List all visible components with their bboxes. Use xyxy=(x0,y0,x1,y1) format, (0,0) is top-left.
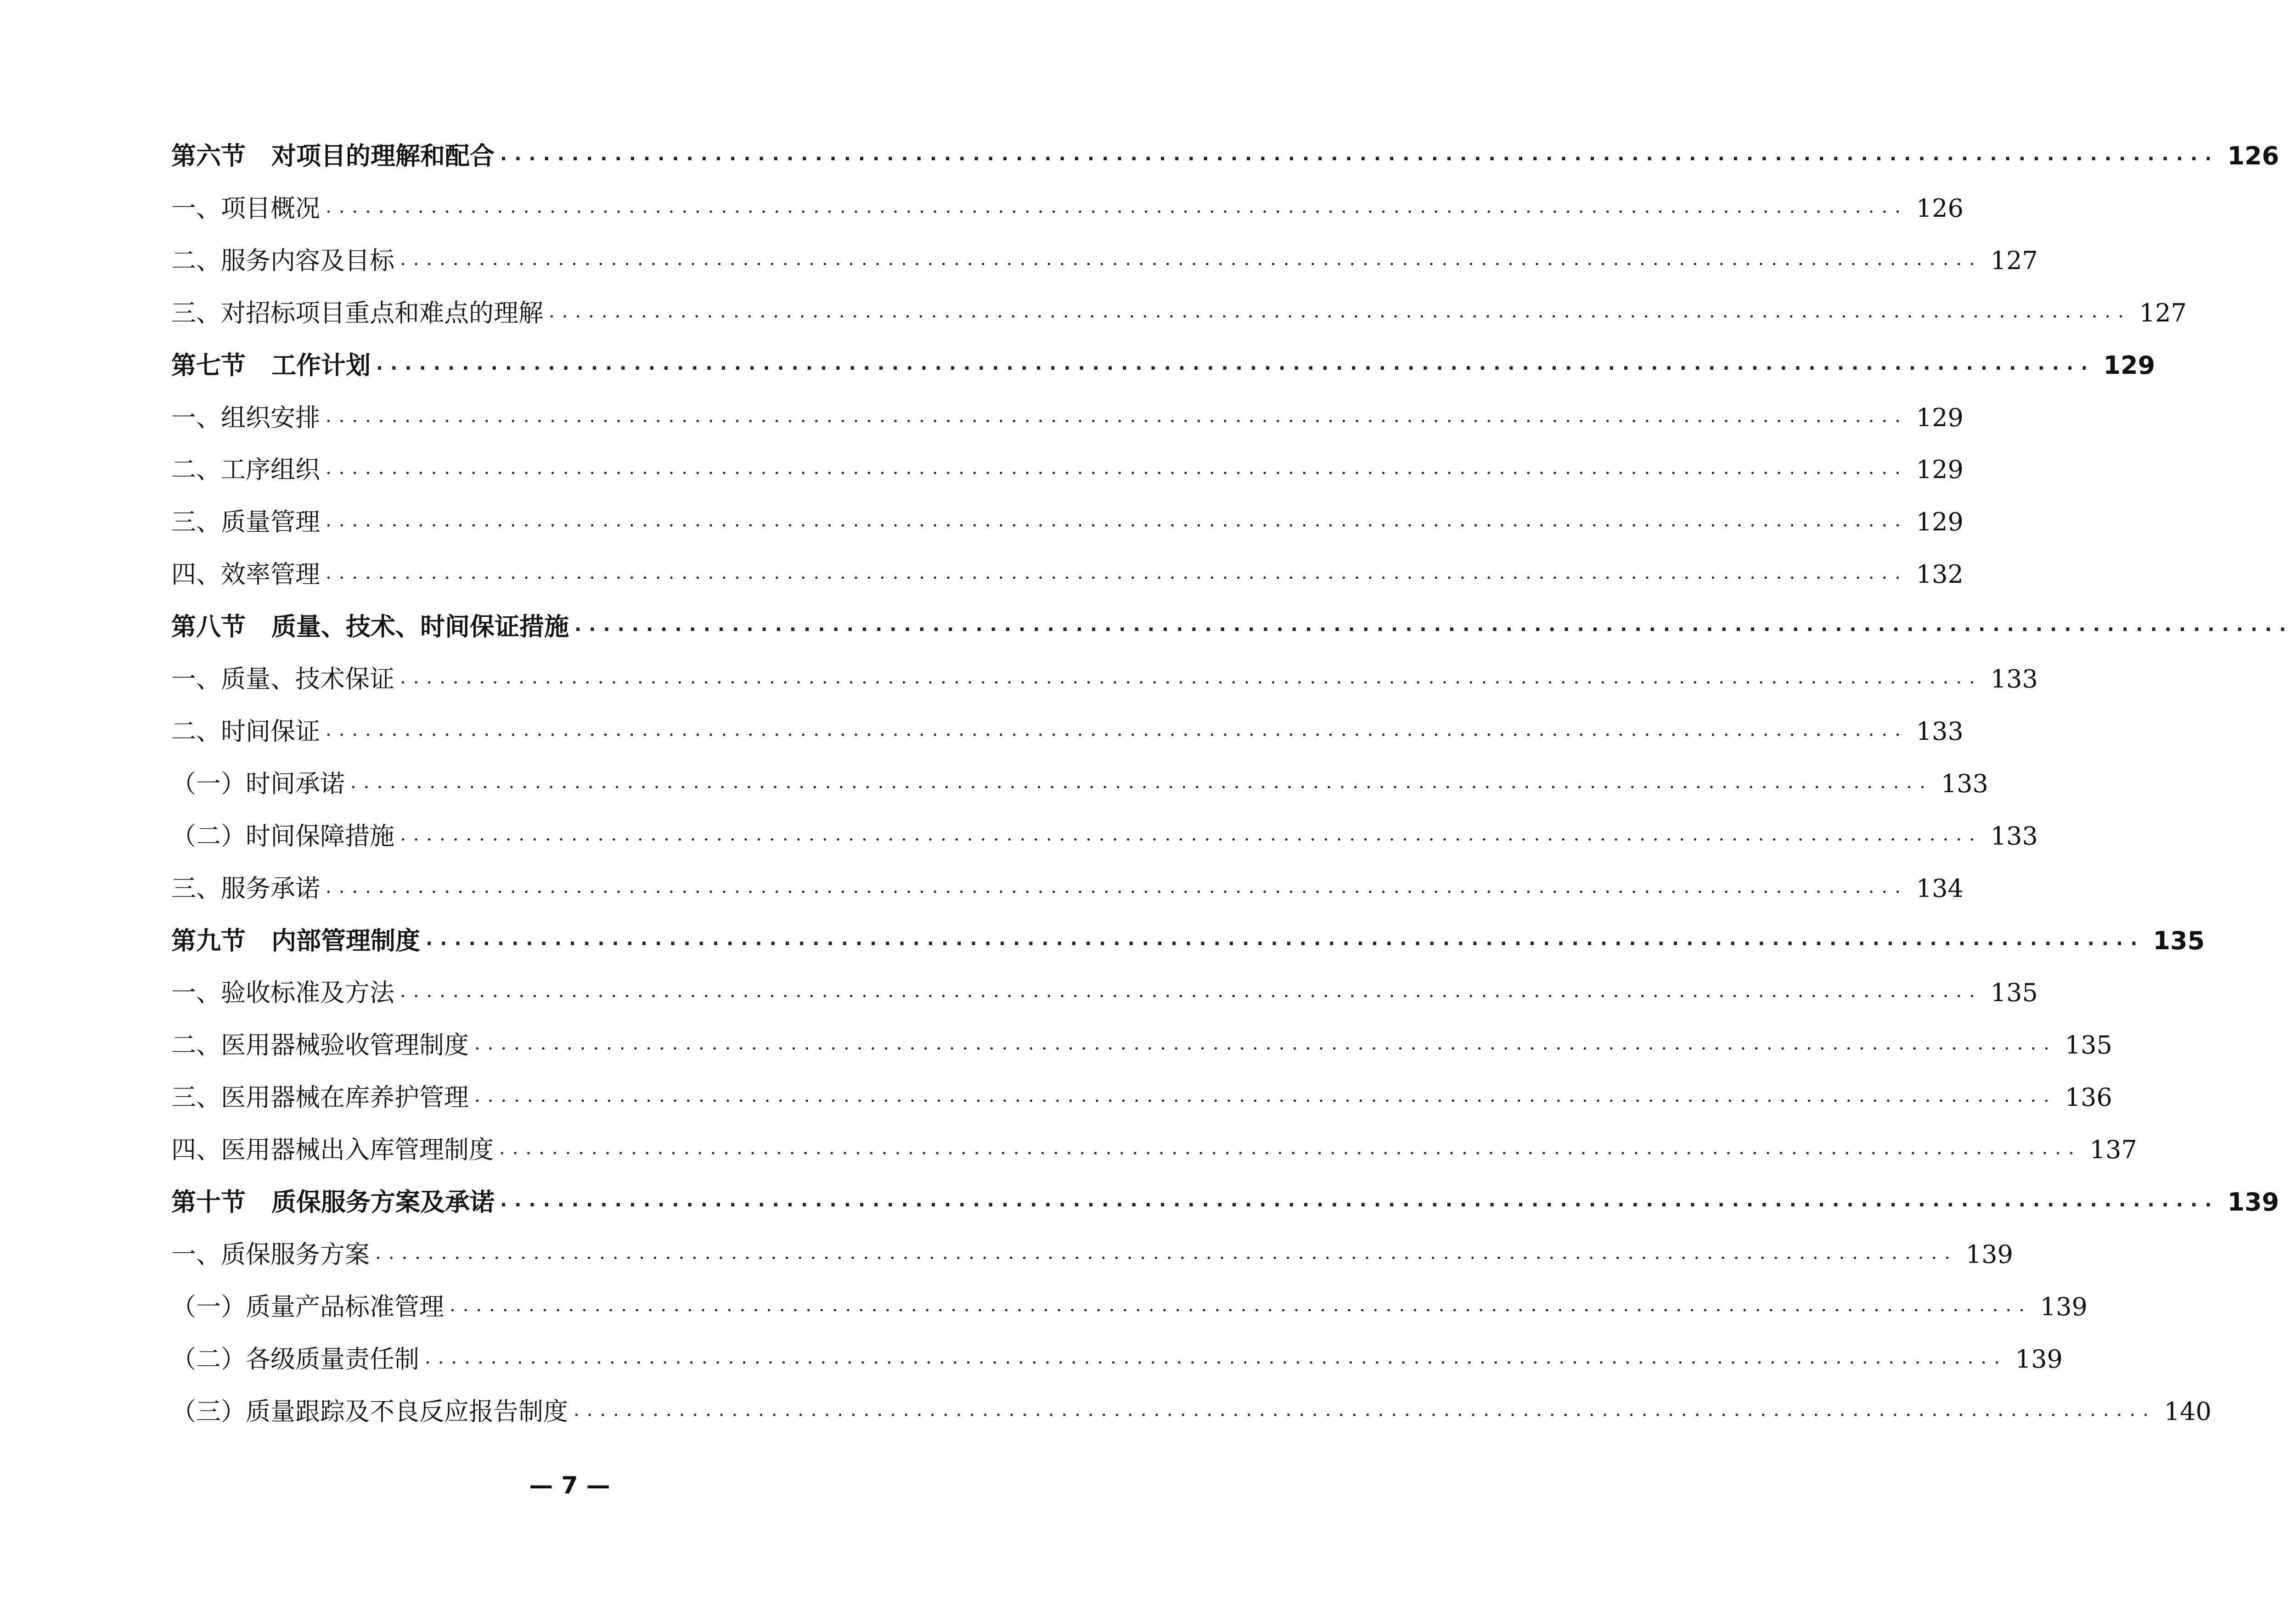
toc-entry-text: 二、时间保证 xyxy=(171,716,320,746)
toc-leader-dots: ........................................................................................................................ xyxy=(549,300,2131,322)
toc-entry-text: 一、组织安排 xyxy=(171,403,320,432)
toc-entry-text: 二、医用器械验收管理制度 xyxy=(171,1031,469,1060)
page-number: — 7 — xyxy=(529,1472,610,1499)
toc-entry[interactable] xyxy=(171,661,2038,698)
toc-page-number: 134 xyxy=(1916,873,1964,903)
toc-entry-title xyxy=(171,1289,444,1325)
toc-entry-text: 一、质量、技术保证 xyxy=(171,665,394,693)
toc-leader-dots: ........................................................................................................................ xyxy=(426,928,2145,950)
toc-entry-text: 对项目的理解和配合 xyxy=(271,141,495,170)
toc-page-number: 133 xyxy=(1990,665,2038,693)
toc-page-number: 129 xyxy=(1916,403,1964,432)
toc-section-entry[interactable] xyxy=(171,608,2294,645)
toc-entry-title xyxy=(171,295,543,332)
toc-entry[interactable] xyxy=(171,1027,2112,1064)
toc-section-number: 第八节 xyxy=(171,612,246,642)
toc-leader-dots: ........................................................................................................................ xyxy=(400,667,1982,688)
toc-page-number: 129 xyxy=(2103,350,2155,380)
toc-entry-title xyxy=(171,766,345,802)
toc-leader-dots: ........................................................................................................................ xyxy=(474,1085,2057,1107)
toc-entry-text: 质保服务方案及承诺 xyxy=(271,1188,495,1217)
toc-leader-dots: ........................................................................................................................ xyxy=(326,719,1908,740)
toc-section-entry[interactable] xyxy=(171,923,2205,959)
toc-leader-dots: ........................................................................................................................ xyxy=(425,1346,2007,1368)
toc-entry-title xyxy=(171,451,320,488)
toc-leader-dots: ........................................................................................................................ xyxy=(326,196,1908,217)
toc-leader-dots: ........................................................................................................................ xyxy=(376,353,2095,374)
toc-page-number: 139 xyxy=(2040,1292,2088,1321)
toc-entry-title xyxy=(171,1341,419,1378)
toc-leader-dots: ........................................................................................................................ xyxy=(350,771,1933,793)
toc-entry[interactable] xyxy=(171,556,1964,593)
toc-entry[interactable] xyxy=(171,1341,2063,1378)
toc-entry[interactable] xyxy=(171,713,1964,750)
toc-leader-dots: ........................................................................................................................ xyxy=(326,562,1908,584)
toc-leader-dots: ........................................................................................................................ xyxy=(574,614,2294,636)
toc-entry[interactable] xyxy=(171,190,1964,227)
toc-page-number: 133 xyxy=(1916,716,1964,746)
toc-entry[interactable] xyxy=(171,1236,2013,1273)
toc-page-number: 140 xyxy=(2164,1397,2212,1426)
toc-leader-dots: ........................................................................................................................ xyxy=(326,405,1908,427)
toc-entry-title xyxy=(171,870,320,907)
toc-entry-text: 工作计划 xyxy=(271,350,371,380)
toc-leader-dots: ........................................................................................................................ xyxy=(326,457,1908,479)
toc-leader-dots: ........................................................................................................................ xyxy=(400,980,1982,1002)
toc-entry[interactable] xyxy=(171,974,2038,1011)
toc-entry-title xyxy=(171,400,320,436)
toc-section-number: 第九节 xyxy=(171,926,246,955)
toc-entry[interactable] xyxy=(171,1289,2088,1325)
toc-page-number: 126 xyxy=(1916,193,1964,223)
toc-leader-dots: ........................................................................................................................ xyxy=(400,823,1982,845)
toc-page-number: 139 xyxy=(1965,1239,2013,1269)
toc-entry-title xyxy=(171,1079,469,1116)
toc-leader-dots: ........................................................................................................................ xyxy=(500,1190,2219,1211)
toc-entry[interactable] xyxy=(171,295,2187,332)
toc-entry-title xyxy=(171,974,394,1011)
toc-entry-title xyxy=(171,1132,494,1168)
toc-entry-title xyxy=(171,1027,469,1064)
toc-entry-text: 二、服务内容及目标 xyxy=(171,246,394,275)
toc-section-number: 第七节 xyxy=(171,350,246,380)
toc-leader-dots: ........................................................................................................................ xyxy=(400,248,1982,270)
toc-entry-text: 二、工序组织 xyxy=(171,455,320,484)
toc-entry-text: （三）质量跟踪及不良反应报告制度 xyxy=(171,1397,568,1426)
toc-leader-dots: ........................................................................................................................ xyxy=(326,510,1908,531)
toc-entry-title xyxy=(171,347,371,384)
toc-entry[interactable] xyxy=(171,1132,2137,1168)
toc-page-number: 133 xyxy=(1941,769,1988,798)
toc-entry-title xyxy=(171,1236,370,1273)
toc-entry-title xyxy=(171,556,320,593)
toc-page-number: 127 xyxy=(1990,246,2038,275)
toc-section-number: 第六节 xyxy=(171,141,246,170)
toc-entry-title xyxy=(171,138,495,175)
toc-entry-title xyxy=(171,1393,568,1430)
toc-leader-dots: ........................................................................................................................ xyxy=(500,144,2219,165)
toc-entry[interactable] xyxy=(171,870,1964,907)
toc-page-number: 137 xyxy=(2089,1135,2137,1165)
toc-page-number: 139 xyxy=(2227,1188,2279,1217)
toc-entry-title xyxy=(171,504,320,541)
toc-entry-text: （一）时间承诺 xyxy=(171,769,345,798)
toc-page-number: 129 xyxy=(1916,507,1964,537)
toc-entry-text: 一、验收标准及方法 xyxy=(171,978,394,1008)
toc-page-number: 135 xyxy=(2153,926,2205,955)
toc-entry-text: 四、医用器械出入库管理制度 xyxy=(171,1135,494,1165)
toc-entry-title xyxy=(171,923,420,959)
toc-entry[interactable] xyxy=(171,818,2038,855)
toc-page-number: 135 xyxy=(1990,978,2038,1008)
toc-page-number: 135 xyxy=(2065,1031,2112,1060)
toc-entry-text: （二）时间保障措施 xyxy=(171,821,394,851)
toc-entry[interactable] xyxy=(171,504,1964,541)
toc-leader-dots: ........................................................................................................................ xyxy=(450,1294,2032,1316)
toc-section-entry[interactable] xyxy=(171,138,2279,175)
toc-page-number: 139 xyxy=(2015,1344,2063,1374)
toc-entry-text: 三、医用器械在库养护管理 xyxy=(171,1083,469,1112)
toc-entry-title xyxy=(171,818,394,855)
toc-leader-dots: ........................................................................................................................ xyxy=(474,1033,2057,1054)
toc-leader-dots: ........................................................................................................................ xyxy=(375,1242,1958,1263)
toc-entry-text: 质量、技术、时间保证措施 xyxy=(271,612,569,642)
toc-entry-text: 内部管理制度 xyxy=(271,926,420,955)
toc-leader-dots: ........................................................................................................................ xyxy=(499,1138,2082,1159)
toc-entry-text: （二）各级质量责任制 xyxy=(171,1344,419,1374)
toc-section-entry[interactable] xyxy=(171,347,2155,384)
toc-entry[interactable] xyxy=(171,451,1964,488)
toc-entry-title xyxy=(171,608,569,645)
toc-entry-text: 三、对招标项目重点和难点的理解 xyxy=(171,298,543,327)
toc-entry-text: 一、项目概况 xyxy=(171,193,320,223)
toc-entry-title xyxy=(171,190,320,227)
toc-entry-title xyxy=(171,1184,495,1221)
toc-entry[interactable] xyxy=(171,766,1988,802)
toc-entry-title xyxy=(171,242,394,279)
toc-section-entry[interactable] xyxy=(171,1184,2279,1221)
toc-entry-title xyxy=(171,713,320,750)
toc-page-number: 136 xyxy=(2065,1083,2112,1112)
toc-entry-text: 三、服务承诺 xyxy=(171,873,320,903)
toc-page-number: 133 xyxy=(1990,821,2038,851)
toc-entry-text: 三、质量管理 xyxy=(171,507,320,537)
toc-entry-text: 一、质保服务方案 xyxy=(171,1239,370,1269)
toc-section-number: 第十节 xyxy=(171,1188,246,1217)
toc-entry[interactable] xyxy=(171,1393,2212,1430)
toc-page-number: 129 xyxy=(1916,455,1964,484)
toc-entry[interactable] xyxy=(171,400,1964,436)
toc-entry-title xyxy=(171,661,394,698)
toc-leader-dots: ........................................................................................................................ xyxy=(574,1399,2156,1420)
toc-entry-text: 四、效率管理 xyxy=(171,560,320,589)
toc-leader-dots: ........................................................................................................................ xyxy=(326,876,1908,897)
toc-entry[interactable] xyxy=(171,242,2038,279)
toc-page-number: 132 xyxy=(1916,560,1964,589)
toc-page-number: 127 xyxy=(2139,298,2187,327)
toc-entry-text: （一）质量产品标准管理 xyxy=(171,1292,444,1321)
toc-entry[interactable] xyxy=(171,1079,2112,1116)
toc-page-number: 126 xyxy=(2227,141,2279,170)
